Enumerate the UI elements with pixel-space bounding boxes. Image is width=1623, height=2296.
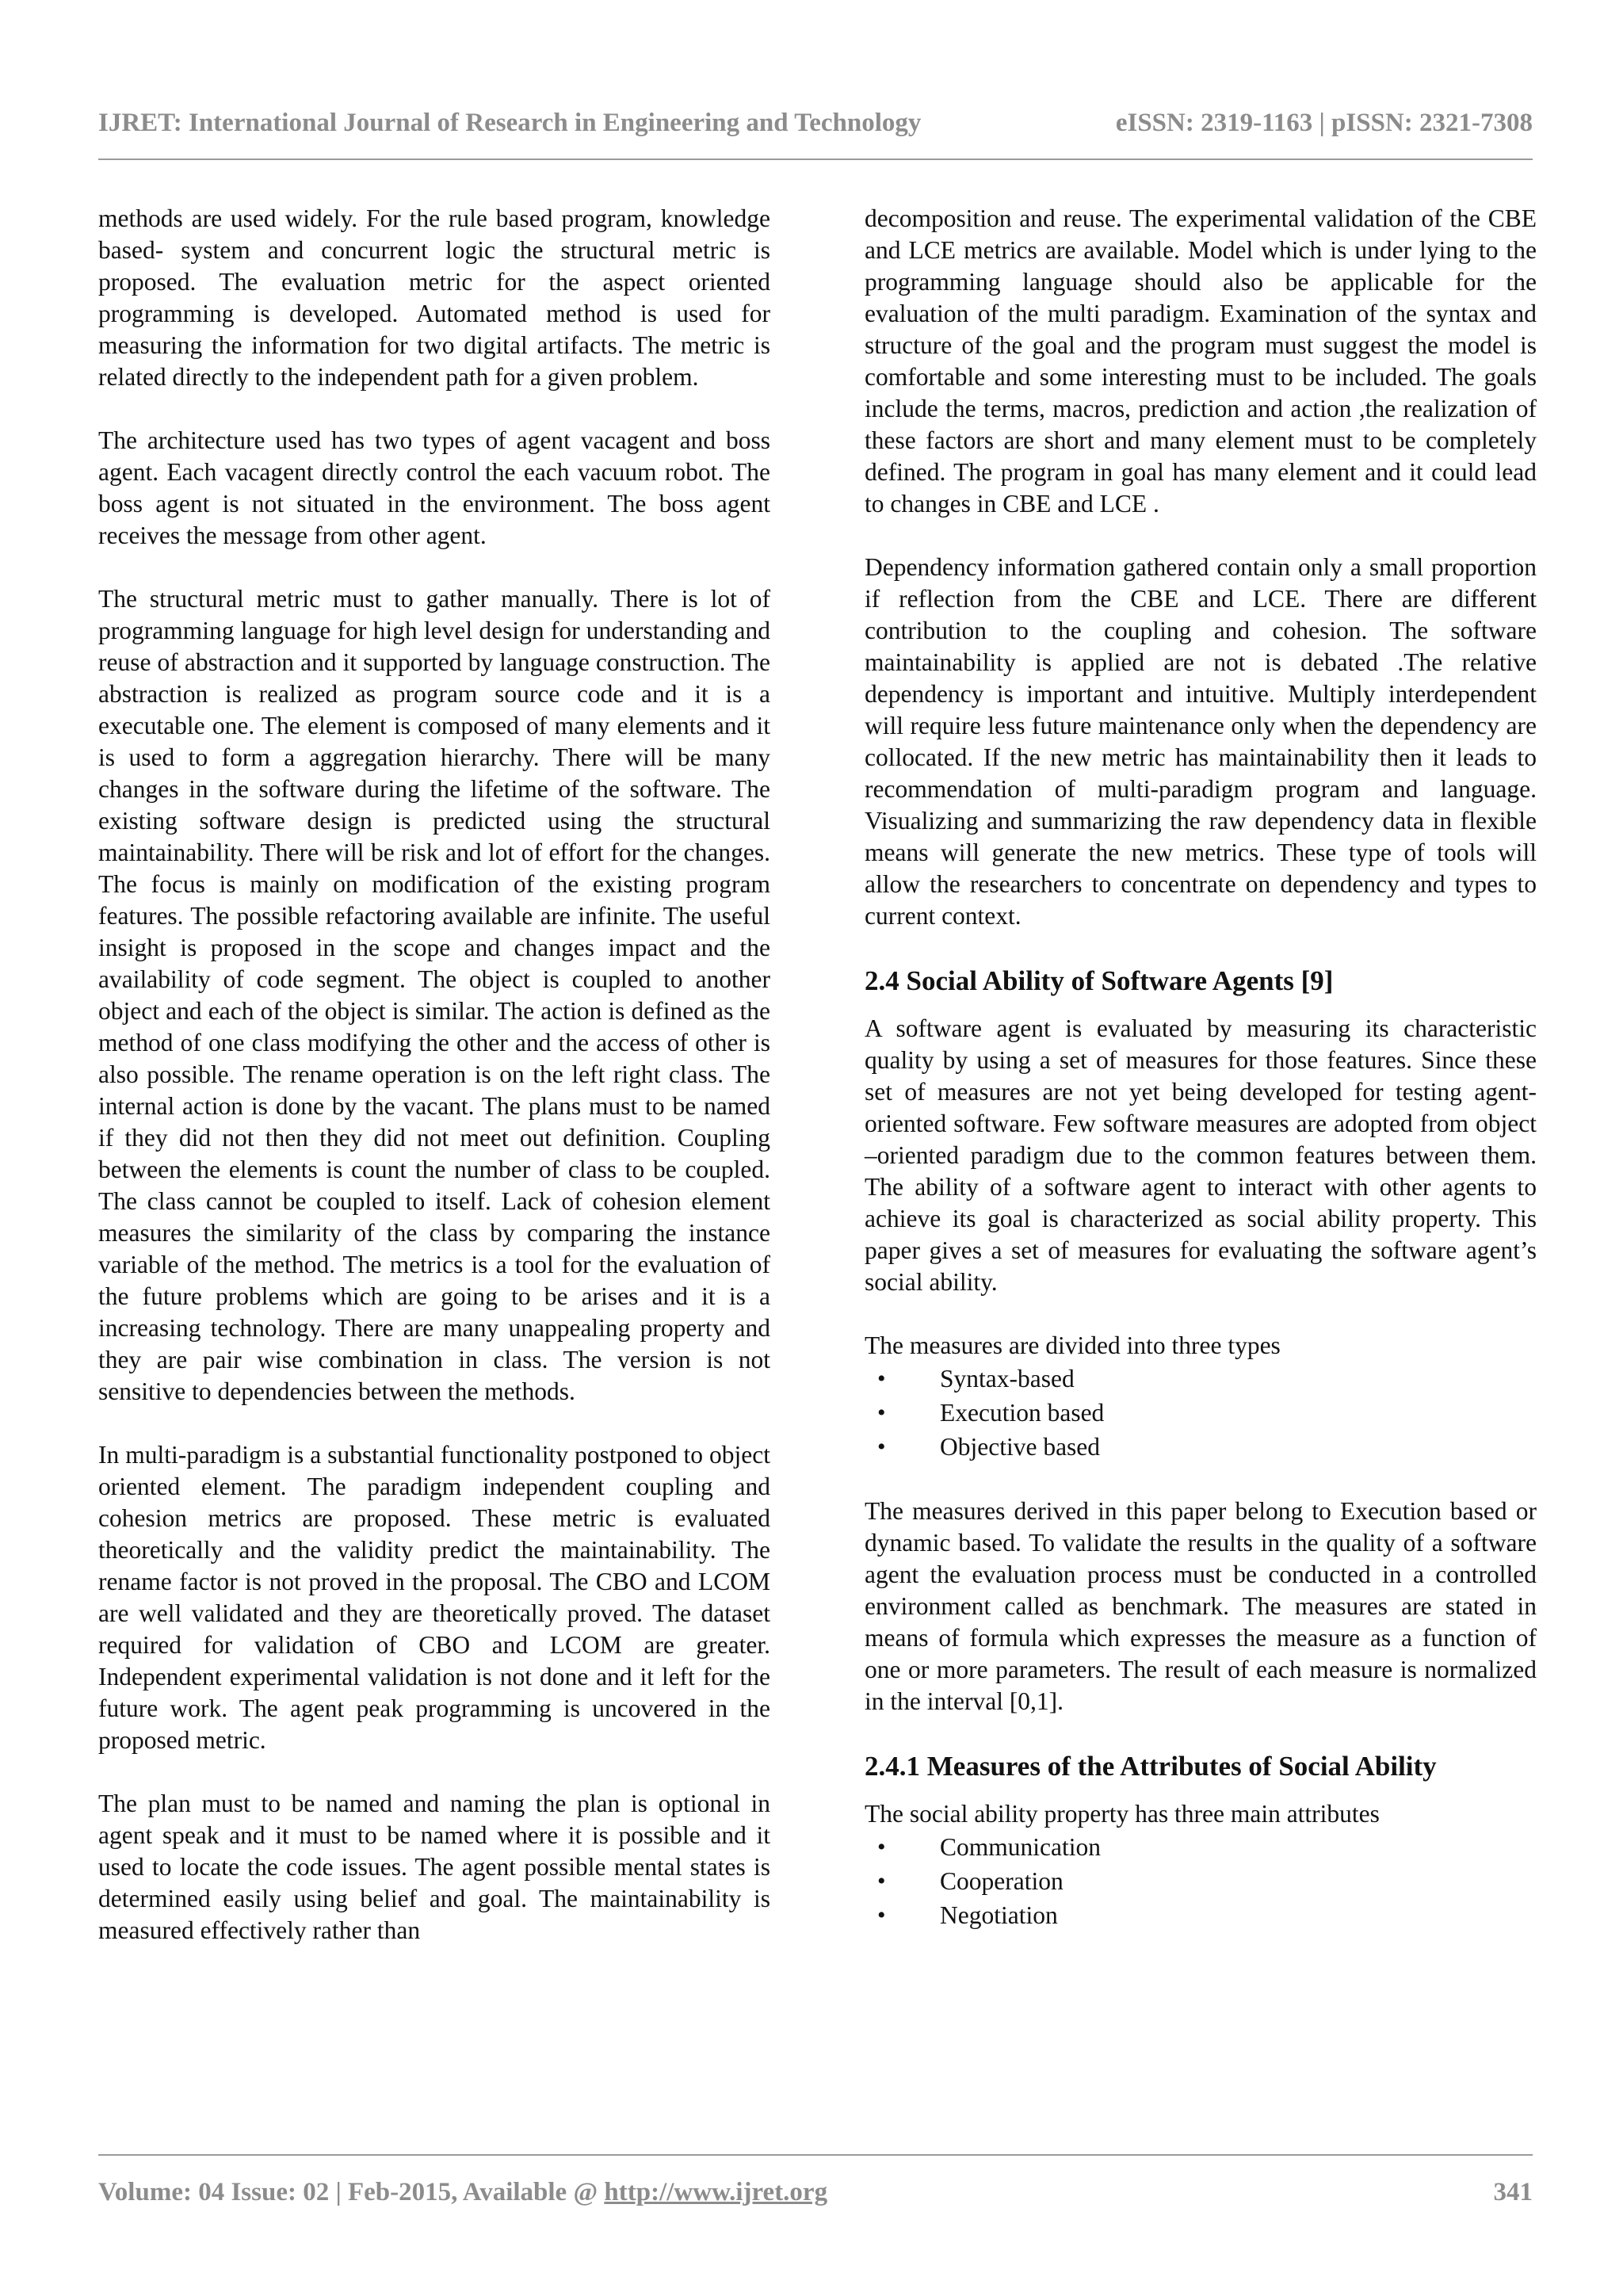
list-item: • Negotiation [865, 1898, 1537, 1932]
section-2-4-paragraph-2: The measures derived in this paper belong to Execution based or dynamic based. To validate the results in the quality of a software agent the evaluation process must be conducted in a controlled environment called as benchmark. The measures are stated in means of formula which expresses the measure as a function of one or more parameters. The result of each measure is normalized in the interval [0,1]. [865, 1497, 1537, 1715]
volume-info: Volume: 04 Issue: 02 | Feb-2015, Available @ http://www.ijret.org [98, 2178, 828, 2206]
bullet-icon: • [877, 1902, 886, 1928]
attributes-intro: The social ability property has three main attributes [865, 1800, 1380, 1828]
section-2-4-heading: 2.4 Social Ability of Software Agents [9] [865, 965, 1334, 996]
list-item: • Objective based [865, 1430, 1537, 1464]
left-paragraph-4: In multi-paradigm is a substantial functionality postponed to object oriented element. The paradigm independent coupling and cohesion metrics are proposed. These metric is evaluated theoretically and the validity predict the maintainability. The rename factor is not proved in the proposal. The CBO and LCOM are well validated and they are theoretically proved. The dataset required for validation of CBO and LCOM are greater. Independent experimental validation is not done and it left for the future work. The agent peak programming is uncovered in the proposed metric. [98, 1441, 770, 1754]
issn-info: eISSN: 2319-1163 | pISSN: 2321-7308 [1115, 109, 1533, 137]
page-number: 341 [1493, 2178, 1533, 2206]
bullet-icon: • [877, 1400, 886, 1426]
left-paragraph-2: The architecture used has two types of agent vacagent and boss agent. Each vacagent directly control the each vacuum robot. The boss agent is not situated in the environment. The boss agent receives the message from other agent. [98, 426, 770, 549]
section-2-4-paragraph: A software agent is evaluated by measuring its characteristic quality by using a set of measures for those features. Since these set of measures are not yet being developed for testing agent-oriented software. Few software measures are adopted from object –oriented paradigm due to the common features between them. The ability of a software agent to interact with other agents to achieve its goal is characterized as social ability property. This paper gives a set of measures for evaluating the software agent’s social ability. [865, 1014, 1537, 1296]
section-2-4-1-heading: 2.4.1 Measures of the Attributes of Social Ability [865, 1751, 1437, 1782]
running-header [98, 94, 1533, 138]
bullet-icon: • [877, 1366, 886, 1392]
right-paragraph-2: Dependency information gathered contain only a small proportion if reflection from the CBE and LCE. There are different contribution to the coupling and cohesion. The software maintainability is applied are not is debated .The relative dependency is important and intuitive. Multiply interdependent will require less future maintenance only when the dependency are collocated. If the new metric has maintainability then it leads to recommendation of multi-paradigm program and language. Visualizing and summarizing the raw dependency data in flexible means will generate the new metrics. These type of tools will allow the researchers to concentrate on dependency and types to current context. [865, 553, 1537, 930]
footer-divider [98, 2154, 1533, 2156]
journal-title: IJRET: International Journal of Research in Engineering and Technology [98, 109, 922, 137]
list-item: • Execution based [865, 1396, 1537, 1430]
measure-types-list [865, 1362, 1537, 1464]
journal-link[interactable]: http://www.ijret.org [604, 2178, 828, 2206]
list-item: • Communication [865, 1830, 1537, 1864]
attributes-list [865, 1830, 1537, 1932]
bullet-icon: • [877, 1834, 886, 1860]
header-divider [98, 159, 1533, 160]
right-paragraph-1: decomposition and reuse. The experimental validation of the CBE and LCE metrics are available. Model which is under lying to the programming language should also be applicable for the evaluation of the multi paradigm. Examination of the syntax and structure of the goal and the program must suggest the model is comfortable and some interesting must to be included. The goals include the terms, macros, prediction and action ,the realization of these factors are short and many element must to be completely defined. The program in goal has many element and it could lead to changes in CBE and LCE . [865, 204, 1537, 518]
left-paragraph-5: The plan must to be named and naming the plan is optional in agent speak and it must to be named where it is possible and it used to locate the code issues. The agent possible mental states is determined easily using belief and goal. The maintainability is measured effectively rather than [98, 1790, 770, 1944]
right-column [865, 203, 1537, 1964]
bullet-icon: • [877, 1868, 886, 1894]
measure-types-intro: The measures are divided into three types [865, 1331, 1281, 1359]
running-footer [98, 2178, 1533, 2207]
left-paragraph-3: The structural metric must to gather manually. There is lot of programming language for high level design for understanding and reuse of abstraction and it supported by language construction. The abstraction is realized as program source code and it is a executable one. The element is composed of many elements and it is used to form a aggregation hierarchy. There will be many changes in the software during the lifetime of the software. The existing software design is predicted using the structural maintainability. There will be risk and lot of effort for the changes. The focus is mainly on modification of the existing program features. The possible refactoring available are infinite. The useful insight is proposed in the scope and changes impact and the availability of code segment. The object is coupled to another object and each of the object is similar. The action is defined as the method of one class modifying the other and the access of other is also possible. The rename operation is on the left right class. The internal action is done by the vacant. The plans must to be named if they did not then they did not meet out definition. Coupling between the elements is count the number of class to be coupled. The class cannot be coupled to itself. Lack of cohesion element measures the similarity of the class by comparing the instance variable of the method. The metrics is a tool for the evaluation of the future problems which are going to be arises and it is a increasing technology. There are many unappealing property and they are pair wise combination in class. The version is not sensitive to dependencies between the methods. [98, 585, 770, 1405]
list-item: • Cooperation [865, 1864, 1537, 1898]
left-column [98, 203, 770, 1978]
bullet-icon: • [877, 1434, 886, 1460]
list-item: • Syntax-based [865, 1362, 1537, 1396]
left-paragraph-1: methods are used widely. For the rule based program, knowledge based- system and concurrent logic the structural metric is proposed. The evaluation metric for the aspect oriented programming is developed. Automated method is used for measuring the information for two digital artifacts. The metric is related directly to the independent path for a given problem. [98, 204, 770, 391]
